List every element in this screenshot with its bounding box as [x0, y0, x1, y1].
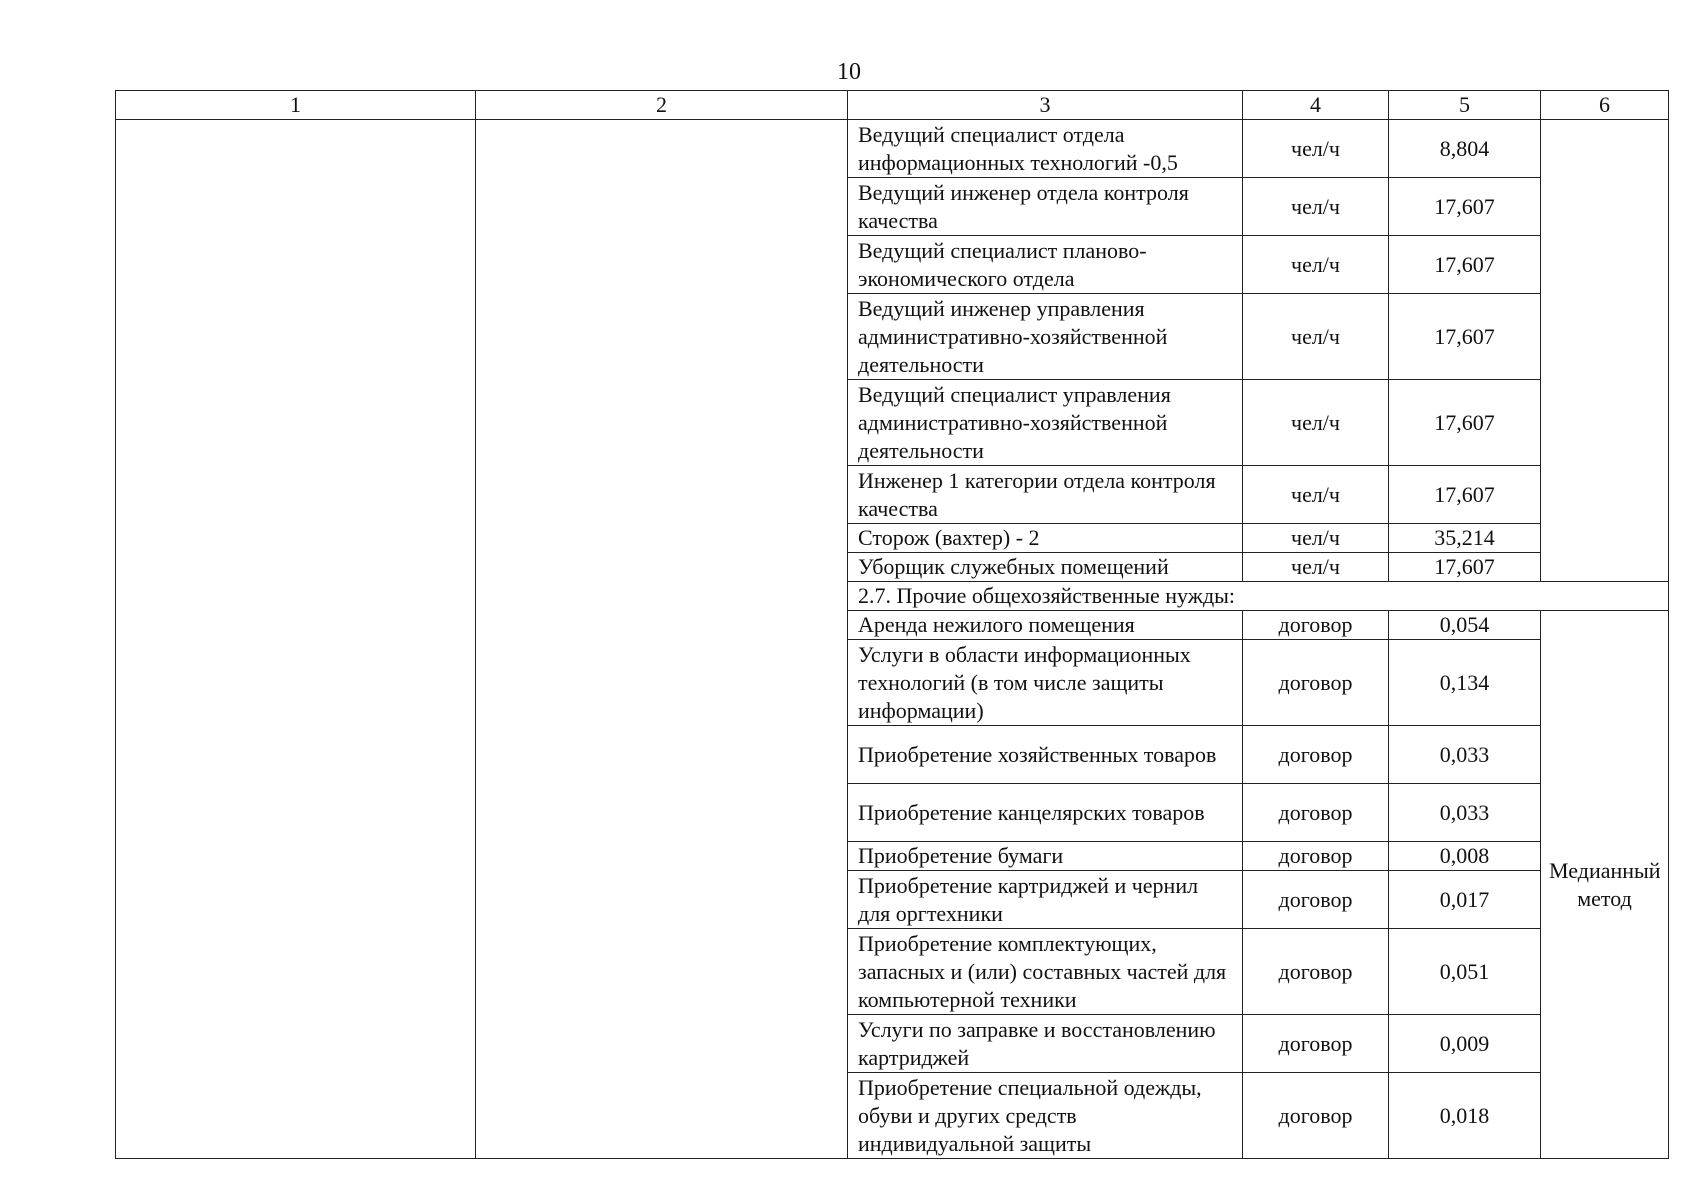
- row-value: 0,134: [1389, 640, 1541, 726]
- row-name: Аренда нежилого помещения: [848, 611, 1243, 640]
- row-unit: договор: [1243, 640, 1389, 726]
- row-value: 0,051: [1389, 929, 1541, 1015]
- row-name: Ведущий инженер управления административно-хозяйственной деятельности: [848, 294, 1243, 380]
- row-name: Услуги в области информационных технологий (в том числе защиты информации): [848, 640, 1243, 726]
- column-6-upper-empty: [1541, 120, 1669, 582]
- norms-table: [115, 90, 1669, 1159]
- row-unit: чел/ч: [1243, 294, 1389, 380]
- row-unit: чел/ч: [1243, 236, 1389, 294]
- method-cell: Медианный метод: [1541, 611, 1669, 1159]
- row-unit: договор: [1243, 611, 1389, 640]
- row-unit: чел/ч: [1243, 380, 1389, 466]
- row-value: 17,607: [1389, 236, 1541, 294]
- row-name: Приобретение картриджей и чернил для оргтехники: [848, 871, 1243, 929]
- column-1-empty: [116, 120, 476, 1159]
- row-name: Ведущий инженер отдела контроля качества: [848, 178, 1243, 236]
- row-unit: договор: [1243, 726, 1389, 784]
- row-value: 0,018: [1389, 1073, 1541, 1159]
- row-value: 0,054: [1389, 611, 1541, 640]
- row-unit: договор: [1243, 871, 1389, 929]
- header-cell-5: 5: [1389, 91, 1541, 120]
- row-value: 8,804: [1389, 120, 1541, 178]
- header-cell-4: 4: [1243, 91, 1389, 120]
- row-name: Ведущий специалист управления административно-хозяйственной деятельности: [848, 380, 1243, 466]
- row-value: 17,607: [1389, 553, 1541, 582]
- row-name: Приобретение комплектующих, запасных и (или) составных частей для компьютерной техники: [848, 929, 1243, 1015]
- table-row: [116, 120, 1669, 178]
- row-name: Сторож (вахтер) - 2: [848, 524, 1243, 553]
- row-value: 0,008: [1389, 842, 1541, 871]
- row-value: 17,607: [1389, 380, 1541, 466]
- row-name: Приобретение канцелярских товаров: [848, 784, 1243, 842]
- header-cell-6: 6: [1541, 91, 1669, 120]
- row-name: Ведущий специалист планово-экономического отдела: [848, 236, 1243, 294]
- page-number: 10: [837, 59, 861, 85]
- row-value: 0,017: [1389, 871, 1541, 929]
- row-unit: чел/ч: [1243, 466, 1389, 524]
- row-unit: чел/ч: [1243, 120, 1389, 178]
- row-name: Приобретение бумаги: [848, 842, 1243, 871]
- row-name: Приобретение специальной одежды, обуви и других средств индивидуальной защиты: [848, 1073, 1243, 1159]
- header-row: [116, 91, 1669, 120]
- row-unit: договор: [1243, 842, 1389, 871]
- row-value: 17,607: [1389, 294, 1541, 380]
- row-value: 17,607: [1389, 178, 1541, 236]
- row-unit: договор: [1243, 1015, 1389, 1073]
- row-unit: чел/ч: [1243, 553, 1389, 582]
- row-value: 0,033: [1389, 726, 1541, 784]
- row-name: Уборщик служебных помещений: [848, 553, 1243, 582]
- row-unit: договор: [1243, 1073, 1389, 1159]
- header-cell-2: 2: [476, 91, 848, 120]
- header-cell-1: 1: [116, 91, 476, 120]
- row-value: 35,214: [1389, 524, 1541, 553]
- column-2-empty: [476, 120, 848, 1159]
- row-value: 0,009: [1389, 1015, 1541, 1073]
- header-cell-3: 3: [848, 91, 1243, 120]
- row-value: 0,033: [1389, 784, 1541, 842]
- row-name: Ведущий специалист отдела информационных технологий -0,5: [848, 120, 1243, 178]
- row-value: 17,607: [1389, 466, 1541, 524]
- row-name: Инженер 1 категории отдела контроля качества: [848, 466, 1243, 524]
- section-title: 2.7. Прочие общехозяйственные нужды:: [848, 582, 1669, 611]
- row-unit: чел/ч: [1243, 178, 1389, 236]
- row-name: Услуги по заправке и восстановлению картриджей: [848, 1015, 1243, 1073]
- row-unit: чел/ч: [1243, 524, 1389, 553]
- row-unit: договор: [1243, 929, 1389, 1015]
- row-unit: договор: [1243, 784, 1389, 842]
- row-name: Приобретение хозяйственных товаров: [848, 726, 1243, 784]
